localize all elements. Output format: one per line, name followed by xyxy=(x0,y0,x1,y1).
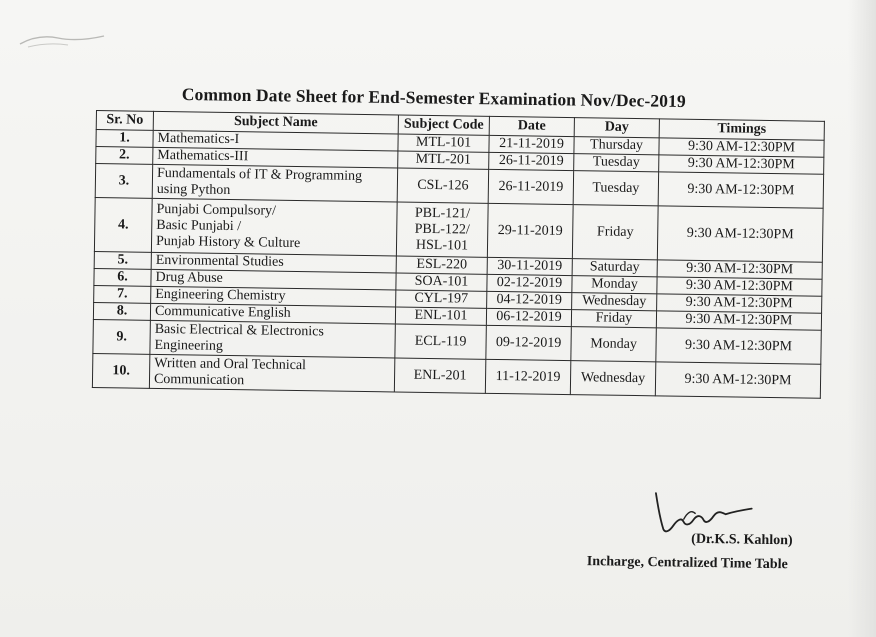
cell-day: Monday xyxy=(572,276,657,294)
cell-subject-name-line: Communication xyxy=(153,371,245,388)
cell-subject-code-line: CYL-197 xyxy=(414,290,469,307)
cell-subject-code-line: MTL-201 xyxy=(415,151,472,168)
cell-timings: 9:30 AM-12:30PM xyxy=(655,362,820,398)
cell-sr-no: 9. xyxy=(93,319,150,354)
cell-subject-code-line: ECL-119 xyxy=(414,333,467,350)
cell-subject-name xyxy=(151,198,397,256)
cell-subject-code-line: MTL-101 xyxy=(415,134,472,151)
cell-timings: 9:30 AM-12:30PM xyxy=(657,206,823,262)
cell-day: Wednesday xyxy=(572,293,657,311)
header-subject-name: Subject Name xyxy=(153,111,398,134)
cell-sr-no: 8. xyxy=(93,302,150,320)
cell-timings: 9:30 AM-12:30PM xyxy=(657,260,822,279)
cell-subject-code xyxy=(396,273,487,291)
cell-timings: 9:30 AM-12:30PM xyxy=(657,294,822,313)
header-day: Day xyxy=(574,118,659,138)
cell-subject-code xyxy=(395,307,486,325)
cell-subject-name-line: Drug Abuse xyxy=(155,269,223,286)
signatory-role: Incharge, Centralized Time Table xyxy=(586,554,788,573)
cell-subject-code-line: CSL-126 xyxy=(417,177,469,194)
cell-subject-code xyxy=(398,134,489,152)
cell-date: 29-11-2019 xyxy=(487,203,573,258)
cell-subject-code xyxy=(396,290,487,308)
cell-subject-name-line: Mathematics-I xyxy=(157,130,240,148)
cell-day: Thursday xyxy=(574,137,659,155)
signatory-name: (Dr.K.S. Kahlon) xyxy=(691,531,793,549)
cell-subject-code xyxy=(396,202,488,257)
cell-timings: 9:30 AM-12:30PM xyxy=(659,155,824,174)
ink-smudge xyxy=(18,30,108,50)
table-body xyxy=(92,130,824,399)
cell-subject-name-line: Punjab History & Culture xyxy=(155,233,301,251)
cell-subject-name-line: Communicative English xyxy=(154,303,291,321)
cell-subject-code-line: HSL-101 xyxy=(415,237,469,254)
cell-timings: 9:30 AM-12:30PM xyxy=(656,311,821,330)
cell-subject-name-line: Fundamentals of IT & Programming xyxy=(156,165,363,184)
header-date: Date xyxy=(489,116,574,136)
cell-date: 30-11-2019 xyxy=(487,257,572,275)
cell-subject-code xyxy=(395,324,486,359)
page-edge-shadow xyxy=(848,0,876,637)
cell-day: Friday xyxy=(571,310,656,328)
cell-day: Wednesday xyxy=(570,361,655,396)
cell-subject-code xyxy=(397,168,488,203)
header-sr-no: Sr. No xyxy=(96,111,153,131)
cell-day: Friday xyxy=(572,205,658,260)
cell-date: 11-12-2019 xyxy=(485,359,570,394)
cell-sr-no: 1. xyxy=(96,130,153,148)
cell-subject-code-line: PBL-122/ xyxy=(414,221,470,238)
cell-subject-code-line: ENL-101 xyxy=(414,307,468,324)
cell-sr-no: 6. xyxy=(94,268,151,286)
header-timings: Timings xyxy=(659,119,824,140)
cell-subject-name-line: Mathematics-III xyxy=(157,147,249,165)
cell-timings: 9:30 AM-12:30PM xyxy=(657,277,822,296)
cell-subject-name-line: Engineering Chemistry xyxy=(155,286,286,304)
cell-subject-code-line: PBL-121/ xyxy=(414,205,471,222)
cell-subject-code xyxy=(396,256,487,274)
cell-subject-code xyxy=(394,358,485,393)
cell-date: 26-11-2019 xyxy=(488,169,573,204)
cell-sr-no: 10. xyxy=(92,353,149,388)
cell-sr-no: 4. xyxy=(94,197,152,252)
page-title: Common Date Sheet for End-Semester Examination Nov/Dec-2019 xyxy=(181,84,686,112)
cell-date: 21-11-2019 xyxy=(489,135,574,153)
cell-subject-name-line: Basic Electrical & Electronics xyxy=(154,321,324,339)
cell-date: 26-11-2019 xyxy=(489,152,574,170)
cell-timings: 9:30 AM-12:30PM xyxy=(659,138,824,157)
cell-sr-no: 2. xyxy=(96,147,153,165)
cell-date: 04-12-2019 xyxy=(487,291,572,309)
cell-day: Tuesday xyxy=(574,154,659,172)
cell-subject-name-line: Written and Oral Technical xyxy=(154,355,307,373)
cell-subject-name-line: Engineering xyxy=(154,337,224,354)
cell-subject-code-line: ESL-220 xyxy=(416,256,468,273)
cell-subject-code xyxy=(398,151,489,169)
signature-block xyxy=(582,488,822,573)
cell-subject-name xyxy=(152,164,397,202)
cell-subject-name-line: Environmental Studies xyxy=(155,252,284,270)
header-subject-code: Subject Code xyxy=(398,115,489,135)
cell-day: Tuesday xyxy=(573,171,658,206)
cell-date: 09-12-2019 xyxy=(486,325,571,360)
cell-subject-name-line: using Python xyxy=(156,181,231,198)
cell-date: 06-12-2019 xyxy=(486,308,571,326)
cell-date: 02-12-2019 xyxy=(487,274,572,292)
cell-timings: 9:30 AM-12:30PM xyxy=(658,172,823,208)
date-sheet-table-wrapper xyxy=(92,110,825,399)
cell-timings: 9:30 AM-12:30PM xyxy=(656,328,821,364)
cell-day: Monday xyxy=(571,327,656,362)
cell-subject-name-line: Basic Punjabi / xyxy=(156,217,242,234)
date-sheet-table xyxy=(92,110,825,399)
cell-subject-name xyxy=(150,320,395,358)
cell-sr-no: 5. xyxy=(94,251,151,269)
cell-subject-name xyxy=(149,354,394,392)
cell-subject-code-line: ENL-201 xyxy=(413,367,467,384)
cell-subject-code-line: SOA-101 xyxy=(414,273,469,290)
cell-sr-no: 3. xyxy=(95,164,152,199)
cell-sr-no: 7. xyxy=(94,285,151,303)
cell-subject-name-line: Punjabi Compulsory/ xyxy=(156,201,277,219)
cell-day: Saturday xyxy=(572,259,657,277)
